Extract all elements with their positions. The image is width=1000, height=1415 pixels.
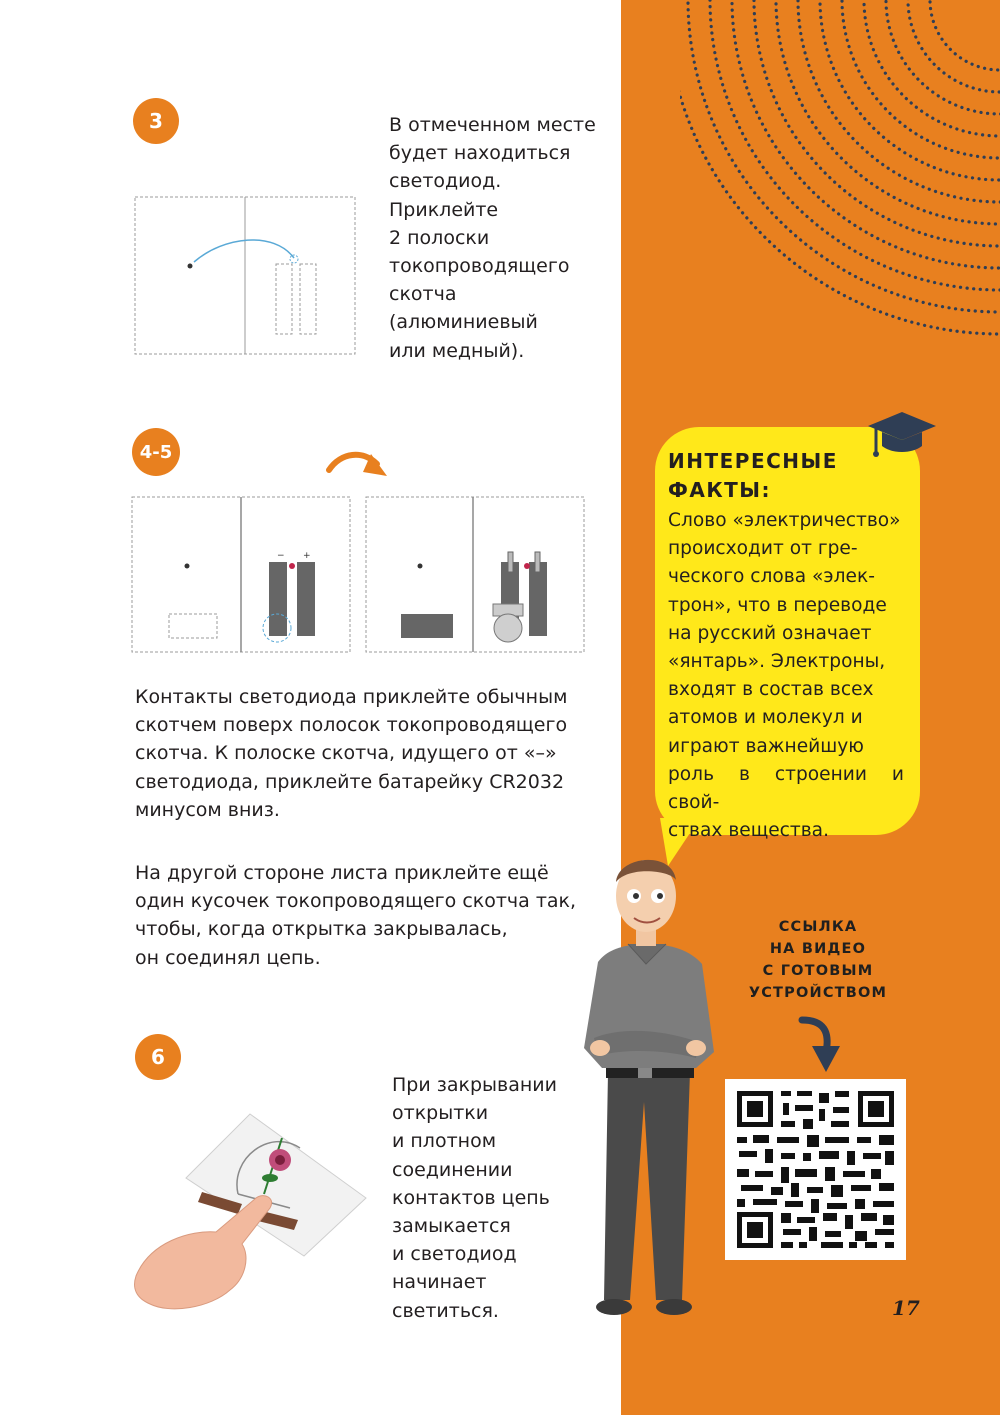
step-3-line: будет находиться — [389, 142, 571, 165]
facts-line: на русский означает — [668, 622, 872, 644]
step-3-text — [389, 111, 619, 365]
facts-line: играют важнейшую — [668, 735, 864, 757]
qr-code-graphic — [725, 1079, 906, 1260]
step-6-line: открытки — [392, 1102, 489, 1125]
step-3-line: Приклейте — [389, 198, 499, 221]
step-4-5-paragraph-2 — [135, 859, 605, 972]
facts-title — [668, 447, 908, 505]
step-6-line: замыкается — [392, 1215, 511, 1238]
paragraph-line: Контакты светодиода приклейте обычным — [135, 686, 568, 708]
step-6-badge: 6 — [135, 1034, 181, 1080]
paragraph-line: светодиода, приклейте батарейку CR2032 — [135, 770, 565, 793]
facts-title-line: ФАКТЫ: — [668, 478, 772, 502]
step-3-line: (алюминиевый — [389, 311, 538, 334]
qr-code[interactable] — [725, 1079, 906, 1260]
battery-minus-label: − — [277, 551, 285, 561]
facts-line: ствах вещества. — [668, 820, 829, 842]
video-link-text — [740, 916, 896, 1004]
page-number: 17 — [892, 1296, 920, 1320]
finger-card-illustration — [130, 1108, 370, 1323]
facts-text — [668, 507, 904, 845]
arrow-down-icon — [794, 1016, 842, 1074]
step-6-line: начинает — [392, 1271, 487, 1294]
facts-line: «янтарь». Электроны, — [668, 651, 886, 673]
paragraph-line: скотчем поверх полосок токопроводящего — [135, 714, 568, 737]
paragraph-line: минусом вниз. — [135, 798, 280, 821]
step-6-text — [392, 1071, 602, 1325]
facts-line: роль в строении и свой- — [668, 763, 904, 814]
dotted-arcs-decoration — [680, 0, 1000, 360]
video-link-line: УСТРОЙСТВОМ — [748, 985, 888, 1001]
step-3-line: светодиод. — [389, 170, 502, 193]
step-3-line: скотча — [389, 283, 457, 306]
video-link-line: ССЫЛКА — [778, 919, 858, 935]
step-3-line: 2 полоски — [389, 226, 490, 249]
step-4-5-paragraph-1 — [135, 683, 605, 824]
presenter-character — [578, 852, 720, 1322]
step-5-diagram-right — [365, 496, 585, 654]
step-6-line: светиться. — [392, 1299, 499, 1322]
step-6-line: При закрывании — [392, 1074, 557, 1096]
paragraph-line: один кусочек токопроводящего скотча так, — [135, 890, 577, 913]
facts-line: атомов и молекул и — [668, 707, 863, 729]
step-4-diagram-left — [131, 496, 351, 654]
step-3-line: или медный). — [389, 339, 525, 362]
video-link-line: НА ВИДЕО — [769, 941, 867, 957]
paragraph-line: чтобы, когда открытка закрывалась, — [135, 918, 508, 941]
paragraph-line: На другой стороне листа приклейте ещё — [135, 862, 549, 884]
facts-line: Слово «электричество» — [668, 510, 901, 531]
step-3-diagram — [134, 196, 356, 356]
step-6-line: и светодиод — [392, 1243, 517, 1266]
step-6-line: контактов цепь — [392, 1186, 550, 1209]
step-6-line: соединении — [392, 1158, 513, 1181]
facts-line: входят в состав всех — [668, 679, 874, 701]
curved-arrow-icon — [325, 448, 391, 480]
step-3-line: В отмеченном месте — [389, 114, 596, 136]
facts-line: ческого слова «элек- — [668, 566, 875, 588]
video-link-line: С ГОТОВЫМ — [762, 963, 874, 979]
paragraph-line: он соединял цепь. — [135, 946, 321, 969]
facts-line: трон», что в переводе — [668, 594, 887, 616]
paragraph-line: скотча. К полоске скотча, идущего от «–» — [135, 742, 557, 765]
facts-title-line: ИНТЕРЕСНЫЕ — [668, 449, 838, 473]
battery-plus-label: + — [303, 551, 311, 561]
facts-line: происходит от гре- — [668, 538, 858, 560]
step-4-5-badge: 4-5 — [132, 428, 180, 476]
step-6-line: и плотном — [392, 1130, 497, 1153]
step-3-line: токопроводящего — [389, 255, 570, 278]
step-3-badge: 3 — [133, 98, 179, 144]
